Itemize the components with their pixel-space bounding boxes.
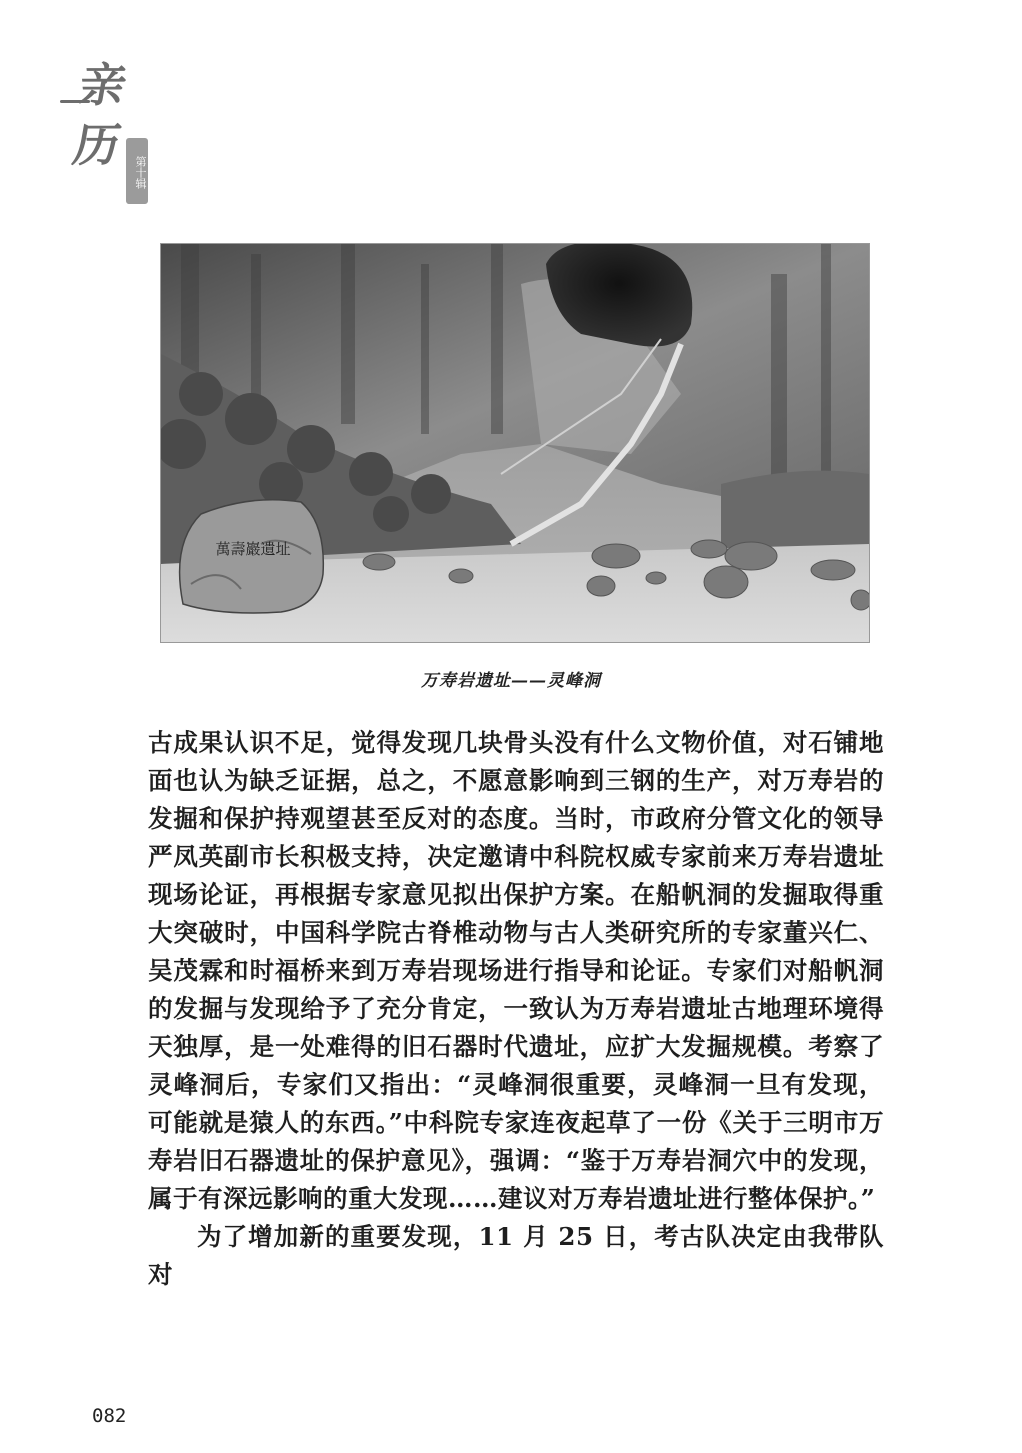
page-number: 082 [92, 1405, 127, 1427]
site-photograph [160, 243, 870, 643]
logo-char-1: 亲 [75, 58, 131, 112]
logo-char-2: 历 [69, 118, 125, 172]
paragraph-2: 为了增加新的重要发现，11 月 25 日，考古队决定由我带队对 [148, 1222, 884, 1289]
logo-seal: 第十辑 [126, 138, 148, 204]
cave-site-illustration [161, 244, 869, 642]
series-logo [60, 52, 170, 189]
figure-caption: 万寿岩遗址——灵峰洞 [421, 671, 601, 691]
stone-inscription: 萬壽巖遺址 [215, 540, 291, 558]
paragraph-1: 古成果认识不足，觉得发现几块骨头没有什么文物价值，对石铺地面也认为缺乏证据，总之，不愿意影响到三钢的生产，对万寿岩的发掘和保护持观望甚至反对的态度。当时，市政府分管文化的领导严凤英副市长积极支持，决定邀请中科院权威专家前来万寿岩遗址现场论证，再根据专家意见拟出保护方案。在船帆洞的发掘取得重大突破时，中国科学院古脊椎动物与古人类研究所的专家董兴仁、吴茂霖和时福桥来到万寿岩现场进行指导和论证。专家们对船帆洞的发掘与发现给予了充分肯定，一致认为万寿岩遗址古地理环境得天独厚，是一处难得的旧石器时代遗址，应扩大发掘规模。考察了灵峰洞后，专家们又指出：“灵峰洞很重要，灵峰洞一旦有发现，可能就是猿人的东西。”中科院专家连夜起草了一份《关于三明市万寿岩旧石器遗址的保护意见》，强调：“鉴于万寿岩洞穴中的发现，属于有深远影响的重大发现……建议对万寿岩遗址进行整体保护。” [148, 728, 884, 1213]
body-text [148, 724, 884, 1294]
